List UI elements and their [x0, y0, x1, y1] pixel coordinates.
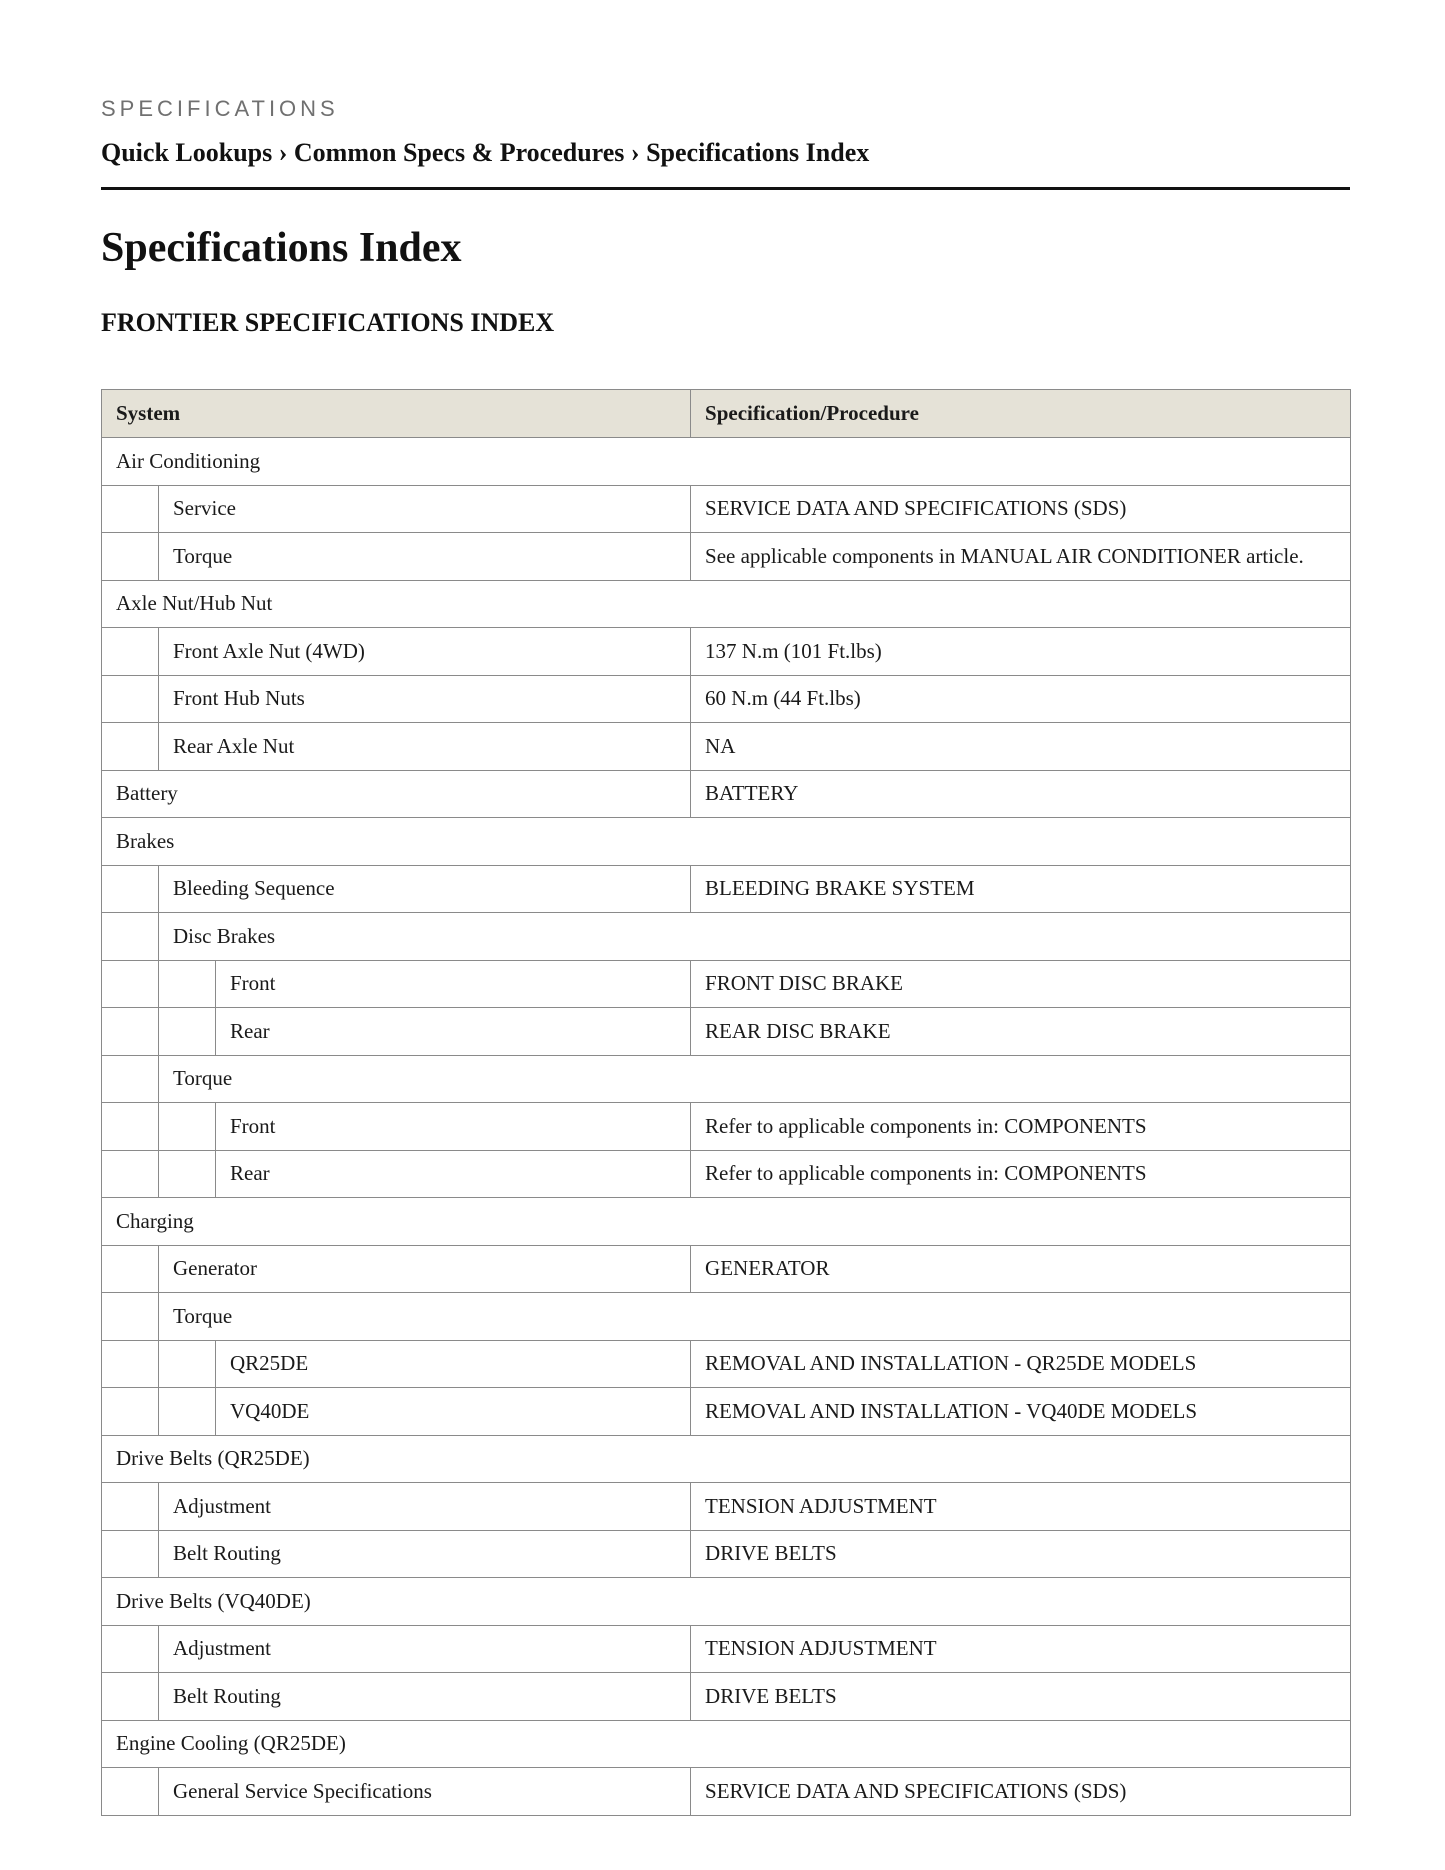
system-cell: Adjustment [159, 1483, 691, 1531]
indent-cell [102, 1530, 159, 1578]
specification-cell: SERVICE DATA AND SPECIFICATIONS (SDS) [691, 485, 1351, 533]
table-row [102, 865, 1351, 913]
specification-cell: FRONT DISC BRAKE [691, 960, 1351, 1008]
table-row [102, 770, 1351, 818]
indent-cell [102, 865, 159, 913]
page-title: Specifications Index [101, 225, 462, 271]
specification-cell: 60 N.m (44 Ft.lbs) [691, 675, 1351, 723]
specification-cell: NA [691, 723, 1351, 771]
indent-cell [102, 960, 159, 1008]
system-cell: Axle Nut/Hub Nut [102, 580, 1351, 628]
indent-cell [159, 1103, 216, 1151]
specification-cell: Refer to applicable components in: COMPONENTS [691, 1103, 1351, 1151]
system-cell: Rear [216, 1150, 691, 1198]
table-row [102, 1435, 1351, 1483]
table-row [102, 1625, 1351, 1673]
indent-cell [102, 1483, 159, 1531]
system-cell: Torque [159, 533, 691, 581]
system-cell: Adjustment [159, 1625, 691, 1673]
table-row [102, 1388, 1351, 1436]
system-cell: Front [216, 960, 691, 1008]
system-cell: Disc Brakes [159, 913, 1351, 961]
system-cell: VQ40DE [216, 1388, 691, 1436]
table-row [102, 723, 1351, 771]
specification-cell: TENSION ADJUSTMENT [691, 1483, 1351, 1531]
indent-cell [102, 1008, 159, 1056]
indent-cell [159, 1008, 216, 1056]
indent-cell [159, 1150, 216, 1198]
indent-cell [102, 533, 159, 581]
system-cell: Rear [216, 1008, 691, 1056]
table-row [102, 628, 1351, 676]
column-header-system: System [102, 390, 691, 438]
indent-cell [102, 723, 159, 771]
system-cell: Brakes [102, 818, 1351, 866]
table-row [102, 675, 1351, 723]
indent-cell [102, 913, 159, 961]
table-row [102, 580, 1351, 628]
column-header-specification: Specification/Procedure [691, 390, 1351, 438]
table-row [102, 1578, 1351, 1626]
system-cell: Torque [159, 1293, 1351, 1341]
section-label: SPECIFICATIONS [101, 96, 339, 121]
indent-cell [102, 1673, 159, 1721]
indent-cell [102, 1245, 159, 1293]
table-row [102, 1483, 1351, 1531]
indent-cell [159, 1388, 216, 1436]
specification-cell: 137 N.m (101 Ft.lbs) [691, 628, 1351, 676]
table-row [102, 960, 1351, 1008]
specification-cell: REMOVAL AND INSTALLATION - VQ40DE MODELS [691, 1388, 1351, 1436]
table-row [102, 1768, 1351, 1816]
indent-cell [102, 1625, 159, 1673]
specification-cell: Refer to applicable components in: COMPONENTS [691, 1150, 1351, 1198]
table-row [102, 533, 1351, 581]
specifications-table [101, 389, 1351, 1816]
indent-cell [102, 628, 159, 676]
page-subtitle: FRONTIER SPECIFICATIONS INDEX [101, 308, 555, 337]
table-row [102, 818, 1351, 866]
system-cell: Generator [159, 1245, 691, 1293]
specification-cell: See applicable components in MANUAL AIR CONDITIONER article. [691, 533, 1351, 581]
specification-cell: GENERATOR [691, 1245, 1351, 1293]
system-cell: Drive Belts (VQ40DE) [102, 1578, 1351, 1626]
indent-cell [159, 960, 216, 1008]
system-cell: Front Hub Nuts [159, 675, 691, 723]
table-row [102, 485, 1351, 533]
table-row [102, 438, 1351, 486]
table-row [102, 1150, 1351, 1198]
system-cell: Drive Belts (QR25DE) [102, 1435, 1351, 1483]
indent-cell [102, 1055, 159, 1103]
system-cell: Belt Routing [159, 1673, 691, 1721]
indent-cell [102, 485, 159, 533]
table-row [102, 1530, 1351, 1578]
system-cell: Front Axle Nut (4WD) [159, 628, 691, 676]
specification-cell: REAR DISC BRAKE [691, 1008, 1351, 1056]
table-row [102, 1720, 1351, 1768]
system-cell: Service [159, 485, 691, 533]
specification-cell: TENSION ADJUSTMENT [691, 1625, 1351, 1673]
specification-cell: DRIVE BELTS [691, 1530, 1351, 1578]
system-cell: Bleeding Sequence [159, 865, 691, 913]
system-cell: Battery [102, 770, 691, 818]
indent-cell [102, 1103, 159, 1151]
system-cell: General Service Specifications [159, 1768, 691, 1816]
specification-cell: SERVICE DATA AND SPECIFICATIONS (SDS) [691, 1768, 1351, 1816]
indent-cell [159, 1340, 216, 1388]
indent-cell [102, 1150, 159, 1198]
system-cell: Engine Cooling (QR25DE) [102, 1720, 1351, 1768]
specification-cell: REMOVAL AND INSTALLATION - QR25DE MODELS [691, 1340, 1351, 1388]
table-header-row [102, 390, 1351, 438]
indent-cell [102, 1340, 159, 1388]
specification-cell: BLEEDING BRAKE SYSTEM [691, 865, 1351, 913]
system-cell: Front [216, 1103, 691, 1151]
system-cell: Belt Routing [159, 1530, 691, 1578]
system-cell: Rear Axle Nut [159, 723, 691, 771]
breadcrumb: Quick Lookups › Common Specs & Procedures › Specifications Index [101, 138, 870, 167]
system-cell: QR25DE [216, 1340, 691, 1388]
table-row [102, 1198, 1351, 1246]
table-row [102, 1673, 1351, 1721]
table-row [102, 1293, 1351, 1341]
table-row [102, 1340, 1351, 1388]
system-cell: Torque [159, 1055, 1351, 1103]
table-body [102, 438, 1351, 1816]
specification-cell: BATTERY [691, 770, 1351, 818]
indent-cell [102, 1388, 159, 1436]
indent-cell [102, 1768, 159, 1816]
system-cell: Charging [102, 1198, 1351, 1246]
table-row [102, 1103, 1351, 1151]
table-row [102, 1008, 1351, 1056]
table-row [102, 1245, 1351, 1293]
system-cell: Air Conditioning [102, 438, 1351, 486]
specification-cell: DRIVE BELTS [691, 1673, 1351, 1721]
header-divider [101, 187, 1350, 190]
indent-cell [102, 675, 159, 723]
indent-cell [102, 1293, 159, 1341]
table-row [102, 1055, 1351, 1103]
table-row [102, 913, 1351, 961]
